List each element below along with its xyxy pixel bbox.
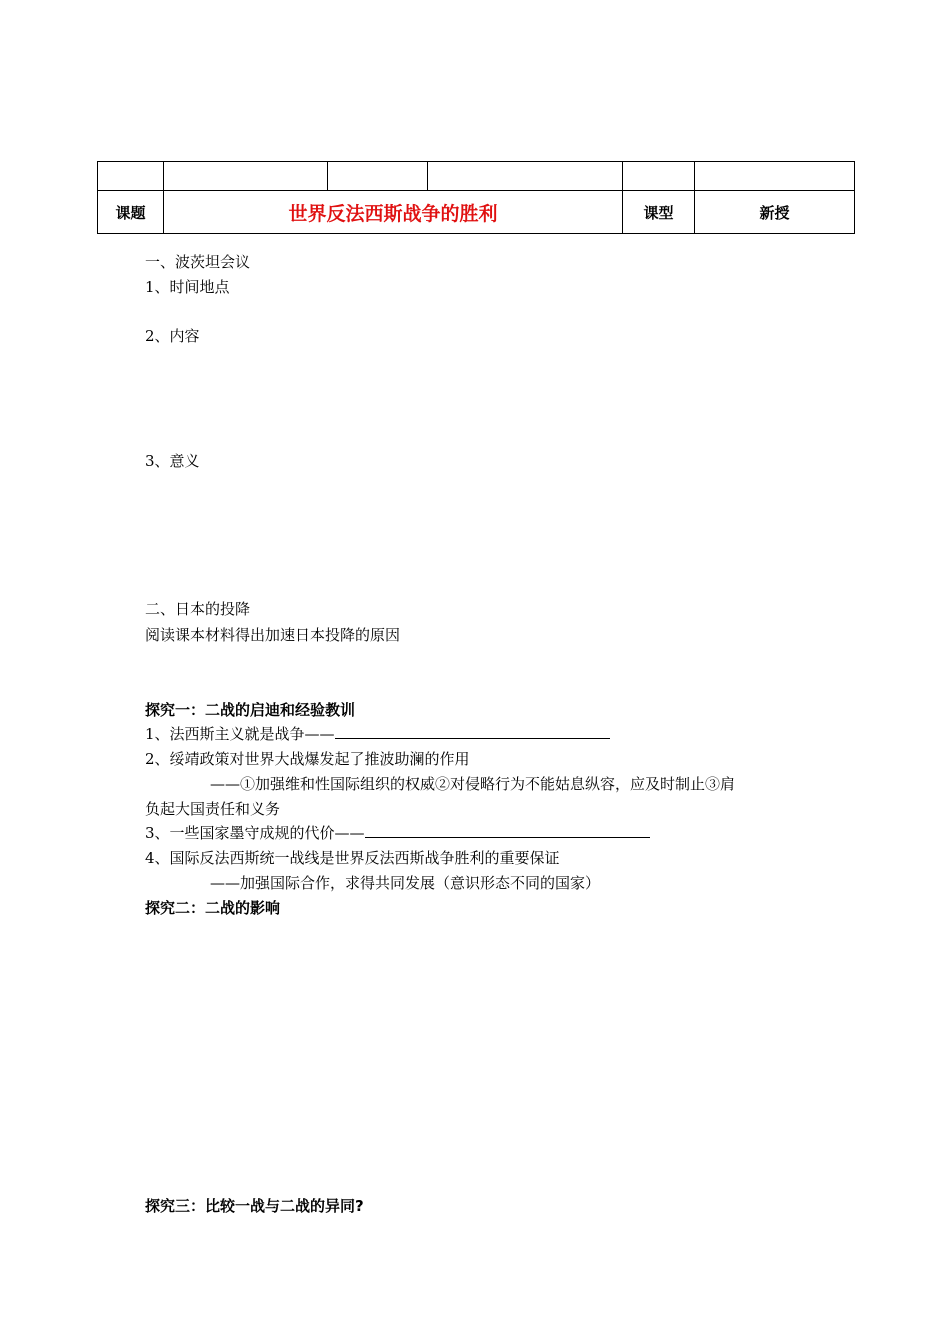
lesson-header-table xyxy=(97,161,855,234)
empty-cell xyxy=(328,162,428,191)
section2-heading: 二、日本的投降 xyxy=(145,600,251,618)
type-value: 新授 xyxy=(695,191,855,234)
explore1-item4-sub: ——加强国际合作，求得共同发展（意识形态不同的国家） xyxy=(210,874,601,892)
section2-prompt: 阅读课本材料得出加速日本投降的原因 xyxy=(145,626,401,644)
explore1-item3-text: 3、一些国家墨守成规的代价—— xyxy=(145,824,365,842)
section1-heading: 一、波茨坦会议 xyxy=(145,253,251,271)
type-label: 课型 xyxy=(623,191,695,234)
answer-blank xyxy=(365,823,650,838)
section1-item-significance: 3、意义 xyxy=(145,452,200,470)
section1-item-time-place: 1、时间地点 xyxy=(145,278,230,296)
explore1-item1 xyxy=(145,724,610,744)
explore1-item2-sub-b: 负起大国责任和义务 xyxy=(145,800,281,818)
header-empty-row xyxy=(98,162,855,191)
empty-cell xyxy=(695,162,855,191)
header-title-row xyxy=(98,191,855,234)
explore1-item3 xyxy=(145,823,650,843)
explore1-item1-text: 1、法西斯主义就是战争—— xyxy=(145,725,335,743)
explore1-heading: 探究一：二战的启迪和经验教训 xyxy=(145,701,356,719)
empty-cell xyxy=(428,162,623,191)
empty-cell xyxy=(623,162,695,191)
explore2-heading: 探究二：二战的影响 xyxy=(145,899,281,917)
lesson-title: 世界反法西斯战争的胜利 xyxy=(164,191,623,234)
empty-cell xyxy=(164,162,328,191)
empty-cell xyxy=(98,162,164,191)
explore3-heading: 探究三：比较一战与二战的异同? xyxy=(145,1197,364,1215)
explore1-item2: 2、绥靖政策对世界大战爆发起了推波助澜的作用 xyxy=(145,750,470,768)
explore1-item2-sub-a: ——①加强维和性国际组织的权威②对侵略行为不能姑息纵容，应及时制止③肩 xyxy=(210,775,736,793)
answer-blank xyxy=(335,724,610,739)
topic-label: 课题 xyxy=(98,191,164,234)
explore1-item4: 4、国际反法西斯统一战线是世界反法西斯战争胜利的重要保证 xyxy=(145,849,560,867)
section1-item-content: 2、内容 xyxy=(145,327,200,345)
